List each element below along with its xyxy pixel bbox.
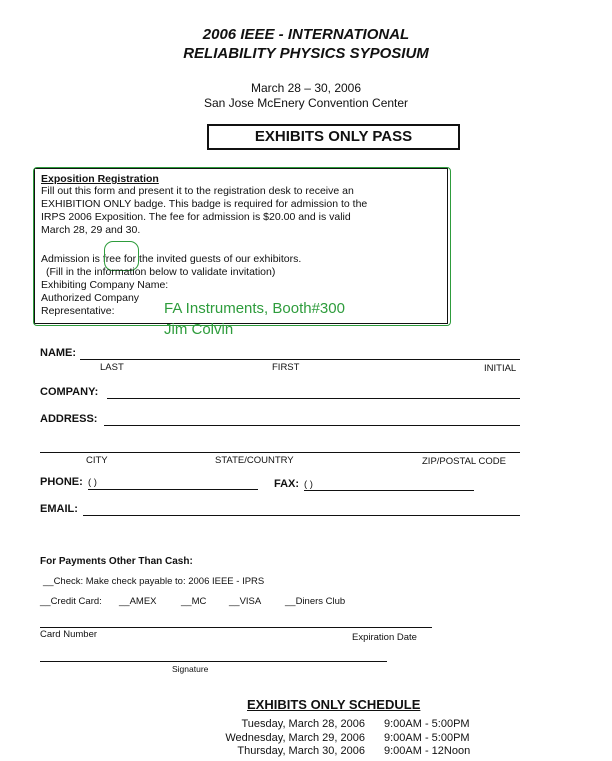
card-number-field[interactable]	[40, 627, 432, 628]
representative-label: Representative:	[41, 305, 115, 317]
schedule-day: Thursday, March 30, 2006	[237, 745, 365, 757]
mc-option[interactable]: __MC	[181, 596, 207, 607]
state-caption: STATE/COUNTRY	[215, 455, 294, 466]
schedule-day: Wednesday, March 29, 2006	[225, 732, 365, 744]
diners-club-option[interactable]: __Diners Club	[285, 596, 346, 607]
name-label: NAME:	[40, 347, 77, 359]
check-option[interactable]: __Check: Make check payable to: 2006 IEEE - IPRS	[43, 576, 265, 587]
company-name-label: Exhibiting Company Name:	[41, 279, 169, 291]
event-dates: March 28 – 30, 2006	[250, 81, 362, 95]
visa-option[interactable]: __VISA	[229, 596, 262, 607]
signature-field[interactable]	[40, 661, 387, 662]
handwritten-representative: Jim Colvin	[164, 321, 234, 338]
admission-text: Admission is free for the invited guests of our exhibitors.	[41, 253, 302, 265]
phone-label: PHONE:	[40, 476, 83, 488]
fill-instructions: (Fill in the information below to validate invitation)	[46, 266, 276, 278]
amex-option[interactable]: __AMEX	[119, 596, 157, 607]
authorized-company-label: Authorized Company	[41, 292, 140, 304]
schedule-time: 9:00AM - 12Noon	[384, 745, 471, 757]
phone-area-code: ( )	[88, 477, 97, 488]
name-field[interactable]	[80, 359, 520, 360]
card-number-caption: Card Number	[40, 629, 98, 640]
address-field[interactable]	[104, 425, 520, 426]
address-label: ADDRESS:	[40, 413, 98, 425]
phone-field[interactable]	[88, 489, 258, 490]
signature-caption: Signature	[172, 664, 209, 674]
title-line-1: 2006 IEEE - INTERNATIONAL	[202, 26, 410, 43]
title-line-2: RELIABILITY PHYSICS SYPOSIUM	[183, 45, 429, 62]
pass-title: EXHIBITS ONLY PASS	[207, 124, 460, 150]
registration-text-line: EXHIBITION ONLY badge. This badge is required for admission to the	[41, 198, 368, 210]
email-label: EMAIL:	[40, 503, 78, 515]
fax-label: FAX:	[274, 478, 300, 490]
credit-card-label: __Credit Card:	[40, 596, 102, 607]
first-caption: FIRST	[272, 362, 300, 373]
company-label: COMPANY:	[40, 386, 99, 398]
registration-text-line: March 28, 29 and 30.	[41, 224, 141, 236]
email-field[interactable]	[83, 515, 520, 516]
schedule-time: 9:00AM - 5:00PM	[384, 718, 470, 730]
event-venue: San Jose McEnery Convention Center	[203, 96, 409, 110]
schedule-time: 9:00AM - 5:00PM	[384, 732, 470, 744]
last-caption: LAST	[100, 362, 124, 373]
company-field[interactable]	[107, 398, 520, 399]
payment-heading: For Payments Other Than Cash:	[40, 556, 193, 567]
address-line-2-field[interactable]	[40, 452, 520, 453]
city-caption: CITY	[86, 455, 108, 466]
registration-text-line: Fill out this form and present it to the registration desk to receive an	[41, 185, 354, 197]
fax-area-code: ( )	[304, 479, 313, 490]
fax-field[interactable]	[304, 490, 474, 491]
registration-heading: Exposition Registration	[41, 173, 159, 185]
expiration-caption: Expiration Date	[352, 632, 417, 643]
initial-caption: INITIAL	[484, 363, 517, 374]
zip-caption: ZIP/POSTAL CODE	[422, 456, 506, 467]
registration-text-line: IRPS 2006 Exposition. The fee for admission is $20.00 and is valid	[41, 211, 351, 223]
handwritten-company: FA Instruments, Booth#300	[164, 300, 345, 317]
schedule-day: Tuesday, March 28, 2006	[241, 718, 365, 730]
schedule-title: EXHIBITS ONLY SCHEDULE	[247, 697, 421, 712]
